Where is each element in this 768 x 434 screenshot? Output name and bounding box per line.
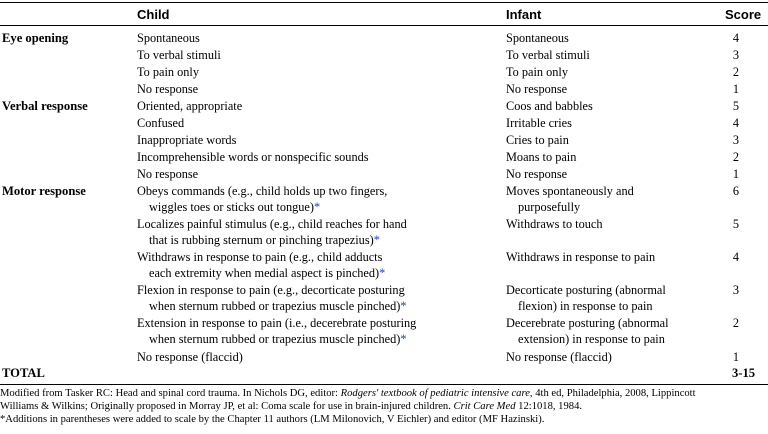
infant-description: To verbal stimuli bbox=[506, 48, 590, 62]
child-description: that is rubbing sternum or pinching trapezius)* bbox=[149, 233, 380, 247]
child-description: Spontaneous bbox=[137, 31, 200, 45]
score-value: 3 bbox=[732, 133, 740, 147]
infant-description: No response bbox=[506, 167, 568, 181]
child-description: No response bbox=[137, 82, 199, 96]
child-description: Confused bbox=[137, 116, 185, 130]
infant-description: No response bbox=[506, 82, 568, 96]
score-value: 5 bbox=[732, 217, 740, 231]
score-value: 1 bbox=[732, 350, 740, 364]
infant-description: Coos and babbles bbox=[506, 99, 593, 113]
row-category: Verbal response bbox=[2, 99, 88, 113]
child-description: each extremity when medial aspect is pinched)* bbox=[149, 266, 386, 280]
score-value: 2 bbox=[732, 65, 740, 79]
child-description: Inappropriate words bbox=[137, 133, 237, 147]
infant-description: Irritable cries bbox=[506, 116, 572, 130]
infant-description: Withdraws in response to pain bbox=[506, 250, 656, 264]
footnote-additions: *Additions in parentheses were added to scale by the Chapter 11 authors (LM Milonovich, V Eichler) and editor (MF Hazinski). bbox=[0, 414, 545, 425]
infant-description: extension) in response to pain bbox=[518, 332, 665, 346]
score-value: 5 bbox=[732, 99, 740, 113]
child-description: Localizes painful stimulus (e.g., child reaches for hand bbox=[137, 217, 407, 231]
child-description: when sternum rubbed or trapezius muscle pinched)* bbox=[149, 332, 407, 346]
child-description: No response bbox=[137, 167, 199, 181]
score-value: 4 bbox=[732, 31, 740, 45]
child-description: when sternum rubbed or trapezius muscle pinched)* bbox=[149, 299, 407, 313]
asterisk-marker: * bbox=[373, 233, 380, 247]
row-category: Motor response bbox=[2, 184, 86, 198]
top-rule bbox=[0, 2, 768, 3]
infant-description: Cries to pain bbox=[506, 133, 569, 147]
score-value: 2 bbox=[732, 150, 740, 164]
asterisk-marker: * bbox=[379, 266, 386, 280]
infant-description: purposefully bbox=[518, 200, 581, 214]
child-description: Oriented, appropriate bbox=[137, 99, 243, 113]
child-description: Flexion in response to pain (e.g., decorticate posturing bbox=[137, 283, 405, 297]
score-value: 1 bbox=[732, 167, 740, 181]
score-value: 3 bbox=[732, 48, 740, 62]
row-category: Eye opening bbox=[2, 31, 69, 45]
infant-description: flexion) in response to pain bbox=[518, 299, 653, 313]
child-description: To pain only bbox=[137, 65, 199, 79]
score-value: 2 bbox=[732, 316, 740, 330]
child-description: Withdraws in response to pain (e.g., child adducts bbox=[137, 250, 383, 264]
header-child: Child bbox=[137, 7, 170, 22]
infant-description: To pain only bbox=[506, 65, 568, 79]
header-infant: Infant bbox=[506, 7, 542, 22]
infant-description: Moves spontaneously and bbox=[506, 184, 634, 198]
child-description: Extension in response to pain (i.e., decerebrate posturing bbox=[137, 316, 417, 330]
footnote-source: Modified from Tasker RC: Head and spinal cord trauma. In Nichols DG, editor: Rodgers' textbook of pediatric intensive care, 4th ed, Philadelphia, 2008, Lippincott bbox=[0, 388, 696, 399]
child-description: Incomprehensible words or nonspecific sounds bbox=[137, 150, 369, 164]
total-score: 3-15 bbox=[732, 366, 756, 380]
child-description: wiggles toes or sticks out tongue)* bbox=[149, 200, 321, 214]
infant-description: Spontaneous bbox=[506, 31, 569, 45]
infant-description: Decorticate posturing (abnormal bbox=[506, 283, 666, 297]
score-value: 4 bbox=[732, 250, 740, 264]
score-value: 3 bbox=[732, 283, 740, 297]
footnote-origin: Williams & Wilkins; Originally proposed in Morray JP, et al: Coma scale for use in brain-injured children. Crit Care Med 12:1018, 1984. bbox=[0, 401, 583, 412]
child-description: Obeys commands (e.g., child holds up two fingers, bbox=[137, 184, 388, 198]
total-label: TOTAL bbox=[2, 366, 45, 380]
asterisk-marker: * bbox=[400, 332, 407, 346]
child-description: No response (flaccid) bbox=[137, 350, 243, 364]
asterisk-marker: * bbox=[400, 299, 407, 313]
asterisk-marker: * bbox=[313, 200, 321, 214]
infant-description: Moans to pain bbox=[506, 150, 577, 164]
infant-description: Withdraws to touch bbox=[506, 217, 603, 231]
bottom-rule bbox=[0, 384, 768, 385]
infant-description: No response (flaccid) bbox=[506, 350, 612, 364]
infant-description: Decerebrate posturing (abnormal bbox=[506, 316, 669, 330]
child-description: To verbal stimuli bbox=[137, 48, 221, 62]
score-value: 6 bbox=[732, 184, 740, 198]
header-rule bbox=[0, 25, 768, 26]
score-value: 1 bbox=[732, 82, 740, 96]
header-score: Score bbox=[725, 7, 762, 22]
score-value: 4 bbox=[732, 116, 740, 130]
